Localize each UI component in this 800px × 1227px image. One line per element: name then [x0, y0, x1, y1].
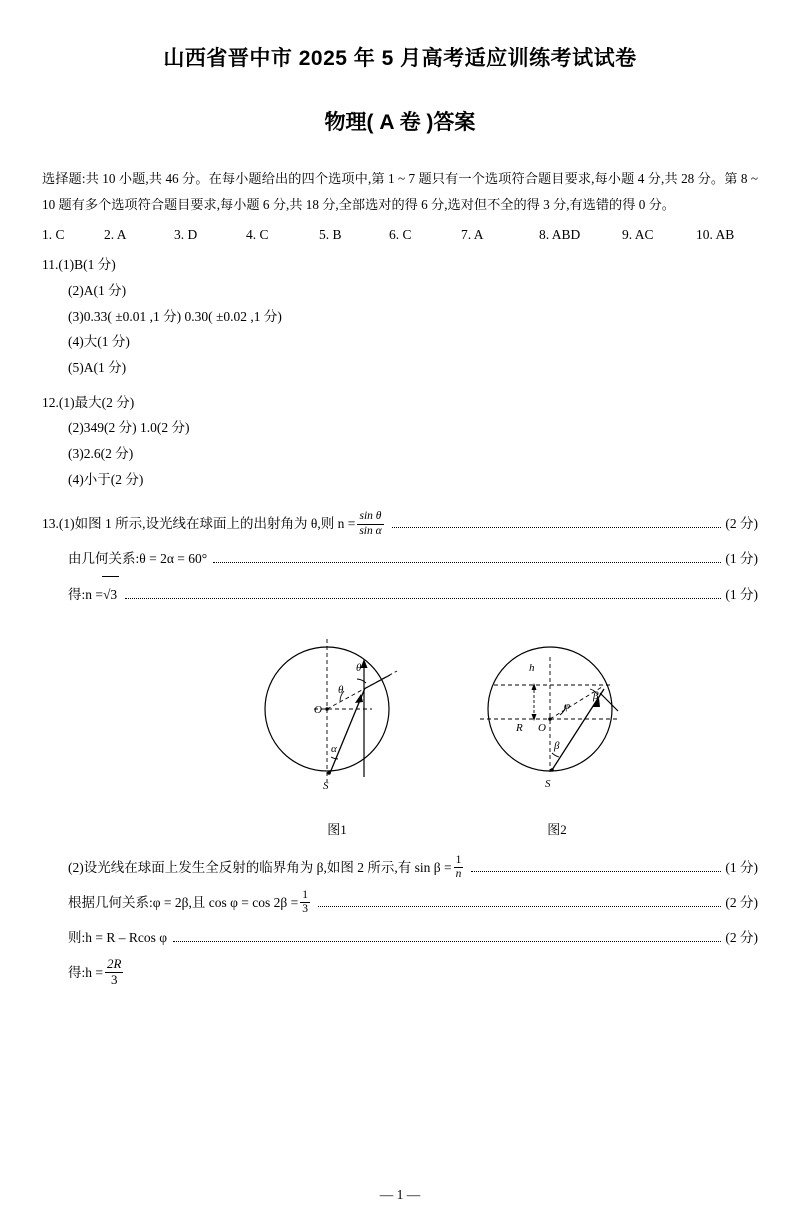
leader-dots — [471, 870, 721, 872]
fraction-one-third: $\frac{1}{3}$ — [302, 888, 309, 916]
label-O: O — [538, 721, 546, 734]
leader-dots — [392, 526, 722, 528]
page-subtitle: 物理( A 卷 )答案 — [324, 111, 476, 134]
fraction-2R-over-3: $\frac{2R}{3}$ — [107, 956, 122, 988]
label-beta-top: β — [593, 689, 599, 702]
choice-answers-row — [42, 227, 758, 243]
figure-1-caption: 图1 — [327, 821, 347, 837]
choice-answer-3: 3. D — [174, 227, 198, 243]
label-theta-top: θ — [356, 661, 362, 674]
figure-1-drawing — [252, 627, 422, 812]
label-beta-bottom: β — [554, 739, 560, 752]
question-11-block — [42, 252, 758, 380]
question-12-line-1: 12.(1)最大(2 分) — [42, 394, 135, 410]
label-phi: φ — [564, 699, 571, 712]
question-13-line-6: 则:h = R – Rcos φ (2 分) — [42, 920, 758, 955]
question-13-line-2: 由几何关系:θ = 2α = 60° (1 分) — [42, 541, 758, 576]
question-13-score-5: (2 分) — [725, 894, 758, 910]
question-13-line-5: 根据几何关系:φ = 2β,且 cos φ = cos 2β = $\frac{1}{3}$ (2 分) — [42, 885, 758, 920]
question-13-score-3: (1 分) — [725, 587, 758, 603]
label-O: O — [314, 703, 322, 716]
figure-1 — [252, 627, 422, 838]
figures-container — [42, 627, 758, 842]
question-13-line-7: 得:h = $\frac{2R}{3}$ — [68, 956, 122, 988]
page-number: — 1 — — [379, 1187, 421, 1202]
question-11-line-3: (3)0.33( ±0.01 ,1 分) 0.30( ±0.02 ,1 分) — [68, 308, 282, 324]
question-13-block — [42, 506, 758, 990]
leader-dots — [173, 940, 721, 942]
choice-answer-10: 10. AB — [696, 227, 735, 243]
question-11-line-5: (5)A(1 分) — [68, 360, 127, 376]
answer-sheet-page — [0, 42, 800, 1227]
label-S: S — [323, 779, 329, 792]
fraction-one-over-n: $\frac{1}{n}$ — [455, 853, 462, 880]
question-12-line-3: (3)2.6(2 分) — [68, 445, 134, 461]
figure-2 — [472, 627, 642, 838]
choice-answer-9: 9. AC — [622, 227, 654, 243]
label-S: S — [545, 777, 551, 790]
choice-answer-7: 7. A — [461, 227, 484, 243]
choice-answer-1: 1. C — [42, 227, 65, 243]
question-13-score-6: (2 分) — [725, 929, 758, 945]
choice-answer-5: 5. B — [319, 227, 342, 243]
choice-answer-8: 8. ABD — [539, 227, 581, 243]
choice-answer-6: 6. C — [389, 227, 412, 243]
question-12-line-4: (4)小于(2 分) — [68, 471, 144, 487]
leader-dots — [318, 905, 721, 907]
question-13-score-1: (2 分) — [725, 516, 758, 532]
fraction-sin-theta-over-sin-alpha: $\frac{\text{sin θ}}{\text{sin α}}$ — [359, 510, 382, 537]
question-11-line-4: (4)大(1 分) — [68, 334, 130, 350]
choice-answer-2: 2. A — [104, 227, 127, 243]
question-13-line-1: 13.(1)如图 1 所示,设光线在球面上的出射角为 θ,则 n = $\frac{\text{sin θ}}{\text{sin α}}$ (2 分) — [42, 506, 758, 541]
sqrt-3: √3 — [102, 576, 119, 612]
label-h: h — [529, 661, 535, 674]
page-title: 山西省晋中市 2025 年 5 月高考适应训练考试试卷 — [163, 47, 637, 70]
label-theta-inner: θ — [338, 683, 344, 696]
figure-2-caption: 图2 — [547, 821, 567, 837]
section-instructions: 选择题:共 10 小题,共 46 分。在每小题给出的四个选项中,第 1 ~ 7 题只有一个选项符合题目要求,每小题 4 分,共 28 分。第 8 ~ 10 题有多个选项符合题目要求,每小题 6 分,共 18 分,全部选对的得 6 分,选对但不全的得 3 分,有选错的得 0 分。 — [42, 171, 758, 212]
question-13-part2 — [42, 850, 758, 990]
question-11-line-1: 11.(1)B(1 分) — [42, 257, 116, 273]
leader-dots — [125, 597, 721, 599]
question-12-block — [42, 390, 758, 493]
question-13-line-4: (2)设光线在球面上发生全反射的临界角为 β,如图 2 所示,有 sin β = $\frac{1}{n}$ (1 分) — [42, 850, 758, 885]
label-R: R — [516, 721, 523, 734]
label-alpha: α — [331, 742, 337, 755]
question-11-line-2: (2)A(1 分) — [68, 283, 127, 299]
figure-2-drawing — [472, 627, 642, 812]
question-13-score-4: (1 分) — [725, 859, 758, 875]
question-12-line-2: (2)349(2 分) 1.0(2 分) — [68, 420, 190, 436]
choice-answer-4: 4. C — [246, 227, 269, 243]
question-13-line-3: 得:n =√3 (1 分) — [42, 576, 758, 612]
question-13-score-2: (1 分) — [725, 551, 758, 567]
leader-dots — [213, 561, 721, 563]
